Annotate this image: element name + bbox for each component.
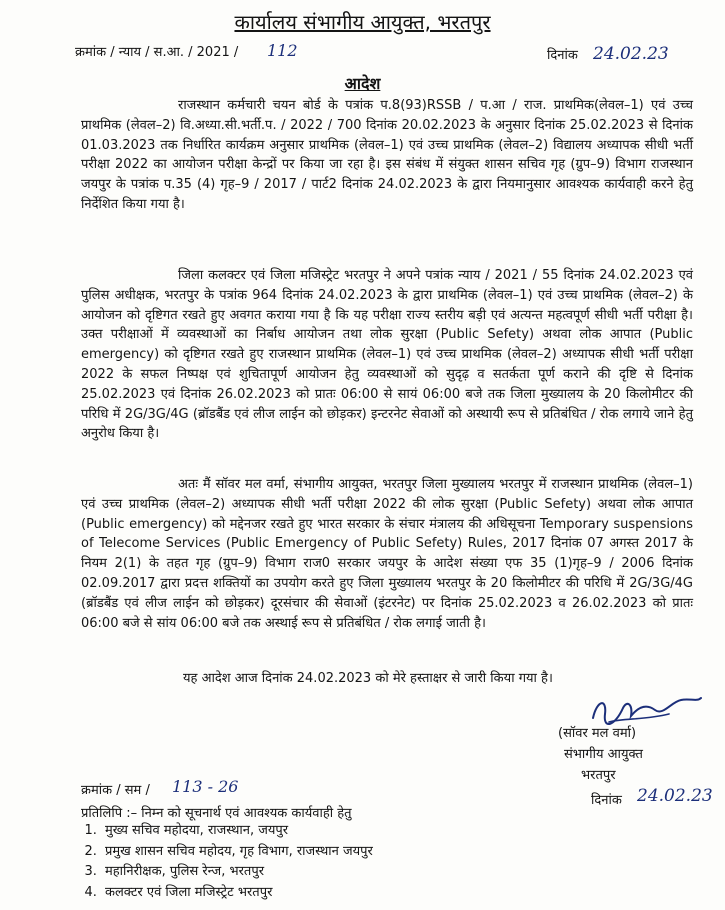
recipient-list [81,821,373,903]
reference-number-label: क्रमांक / न्याय / स.आ. / 2021 / [75,45,239,60]
recipient-item: 3. महानिरीक्षक, पुलिस रेन्ज, भरतपुर [101,862,373,883]
signature-date-label: दिनांक [591,793,622,808]
signatory-name: (सॉवर मल वर्मा) [558,726,637,741]
paragraph-1: राजस्थान कर्मचारी चयन बोर्ड के पत्रांक प.8(93)RSSB / प.आ / राज. प्राथमिक(लेवल–1) एवं उच्च प्राथमिक (लेवल–2) वि.अध्या.सी.भर्ती.प. / 2022 / 700 दिनांक 20.02.2023 के अनुसार दिनांक 25.02.2023 से दिनांक 01.03.2023 तक निर्धारित कार्यक्रम अनुसार प्राथमिक (लेवल–1) एवं उच्च प्राथमिक (लेवल–2) विद्यालय अध्यापक सीधी भर्ती परीक्षा 2022 का आयोजन परीक्षा केन्द्रों पर किया जा रहा है। इस संबंध में संयुक्त शासन सचिव गृह (ग्रुप–9) विभाग राजस्थान जयपुर के पत्रांक प.35 (4) गृह–9 / 2017 / पार्ट2 दिनांक 24.02.2023 के द्वारा नियमानुसार आवश्यक कार्यवाही करने हेतु निर्देशित किया गया है। [81,98,693,212]
paragraph-4: यह आदेश आज दिनांक 24.02.2023 को मेरे हस्ताक्षर से जारी किया गया है। [183,671,553,686]
date-handwritten: 24.02.23 [593,44,669,64]
signatory-designation: संभागीय आयुक्त [564,747,643,762]
recipient-item: 1. मुख्य सचिव महोदया, राजस्थान, जयपुर [101,821,373,842]
reference-number-handwritten: 112 [267,41,298,60]
paragraph-3: अतः मैं सॉवर मल वर्मा, संभागीय आयुक्त, भरतपुर जिला मुख्यालय भरतपुर में राजस्थान प्राथमिक (लेवल–1) एवं उच्च प्राथमिक (लेवल–2) अध्यापक सीधी भर्ती परीक्षा 2022 की लोक सुरक्षा (Public Sefety) अथवा लोक आपात (Public emergency) को मद्देनजर रखते हुए भारत सरकार के संचार मंत्रालय की अधिसूचना Temporary suspensions of Telecome Services (Public Emergency of Public Sefety) Rules, 2017 दिनांक 07 अगस्त 2017 के नियम 2(1) के तहत गृह (ग्रुप–9) विभाग राज0 सरकार जयपुर के आदेश संख्या एफ 35 (1)गृह–9 / 2006 दिनांक 02.09.2017 द्वारा प्रदत्त शक्तियों का उपयोग करते हुए जिला मुख्यालय भरतपुर के 20 किलोमीटर की परिधि में 2G/3G/4G (ब्रॉडबैंड एवं लीज लाईन को छोड़कर) दूरसंचार की सेवाओं (इंटरनेट) पर दिनांक 25.02.2023 व 26.02.2023 को प्रातः 06:00 बजे से सांय 06:00 बजे तक अस्थाई रूप से प्रतिबंधित / रोक लगाई जाती है। [81,477,693,631]
recipient-item: 4. कलक्टर एवं जिला मजिस्ट्रेट भरतपुर [101,883,373,904]
signature-date-handwritten: 24.02.23 [637,786,713,806]
copy-reference-handwritten: 113 - 26 [172,777,239,796]
order-title: आदेश [344,74,381,93]
date-label: दिनांक [547,48,578,63]
recipient-item: 2. प्रमुख शासन सचिव महोदय, गृह विभाग, राजस्थान जयपुर [101,842,373,863]
office-title: कार्यालय संभागीय आयुक्त, भरतपुर [234,10,491,34]
signatory-place: भरतपुर [581,768,616,783]
copy-heading: प्रतिलिपि :– निम्न को सूचनार्थ एवं आवश्यक कार्यवाही हेतु [81,806,352,821]
copy-reference-label: क्रमांक / सम / [81,783,150,798]
paragraph-2: जिला कलक्टर एवं जिला मजिस्ट्रेट भरतपुर ने अपने पत्रांक न्याय / 2021 / 55 दिनांक 24.02.2023 एवं पुलिस अधीक्षक, भरतपुर के पत्रांक 964 दिनांक 24.02.2023 के द्वारा प्राथमिक (लेवल–1) एवं उच्च प्राथमिक (लेवल–2) के आयोजन को दृष्टिगत रखते हुए अवगत कराया गया है कि यह परीक्षा राज्य स्तरीय बड़ी एवं अत्यन्त महत्वपूर्ण सीधी भर्ती परीक्षा है। उक्त परीक्षाओं में व्यवस्थाओं का निर्बाध आयोजन तथा लोक सुरक्षा (Public Sefety) अथवा लोक आपात (Public emergency) को दृष्टिगत रखते हुए राजस्थान प्राथमिक (लेवल–1) एवं उच्च प्राथमिक (लेवल–2) अध्यापक सीधी भर्ती परीक्षा 2022 के सफल निष्पक्ष एवं शुचितापूर्ण आयोजन हेतु व्यवस्थाओं को सुदृढ़ व सतर्कता पूर्ण कराने की दृष्टि से दिनांक 25.02.2023 एवं दिनांक 26.02.2023 को प्रातः 06:00 से सायं 06:00 बजे तक जिला मुख्यालय के 20 किलोमीटर की परिधि में 2G/3G/4G (ब्रॉडबैंड एवं लीज लाईन को छोड़कर) इन्टरनेट सेवाओं को अस्थायी रूप से प्रतिबंधित / रोक लगाये जाने हेतु अनुरोध किया है। [81,268,693,442]
